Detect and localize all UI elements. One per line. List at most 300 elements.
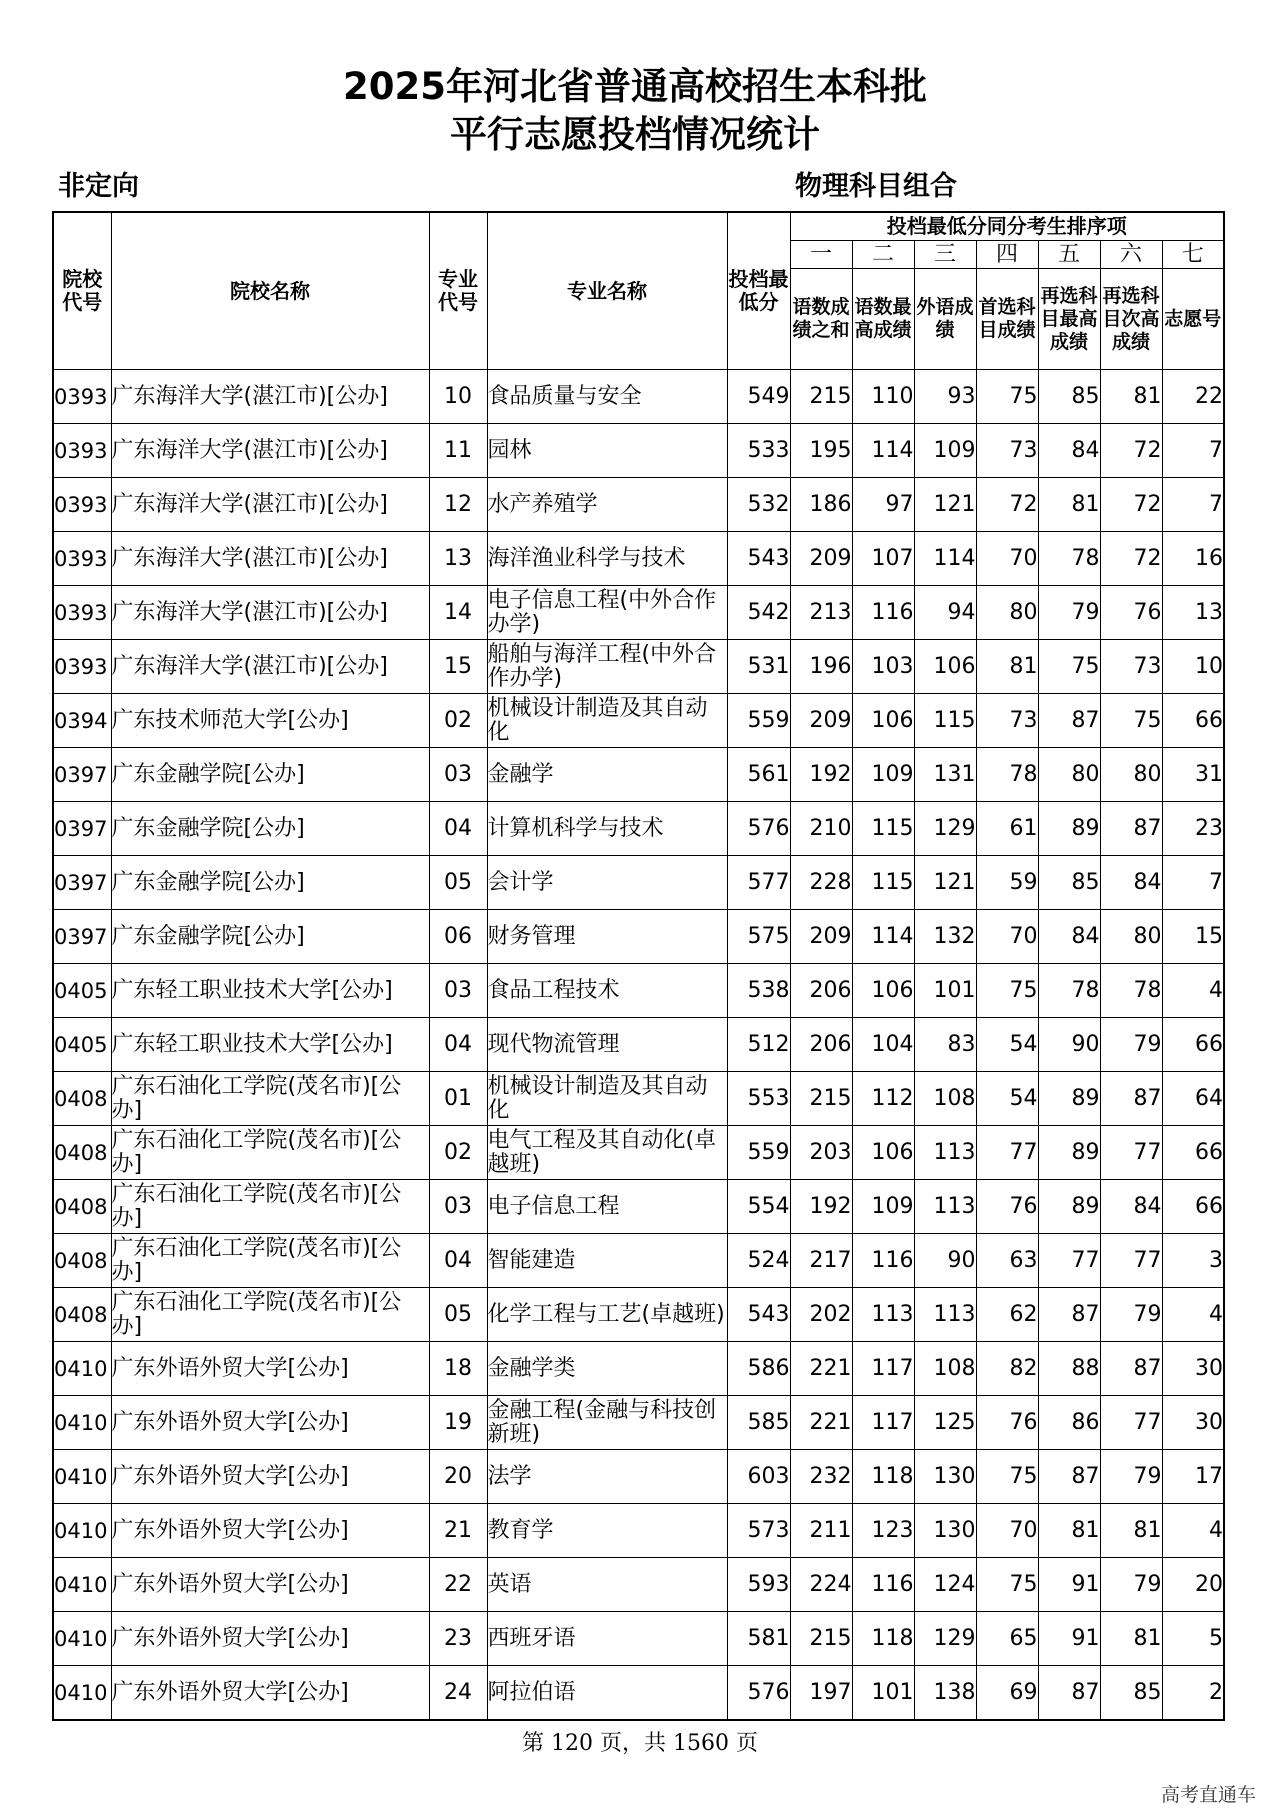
plan-type-label: 非定向 — [58, 171, 139, 202]
chinese-math-max-cell: 97 — [852, 478, 914, 532]
preference-number-cell: 4 — [1162, 1504, 1224, 1558]
table-row — [53, 1612, 1224, 1666]
min-score-cell: 603 — [727, 1450, 790, 1504]
elective-second-cell: 79 — [1100, 1558, 1162, 1612]
major-code-cell: 15 — [429, 640, 487, 694]
foreign-language-cell: 90 — [914, 1234, 976, 1288]
elective-highest-cell: 84 — [1038, 424, 1100, 478]
preference-number-cell: 2 — [1162, 1666, 1224, 1721]
school-name-cell: 广东轻工职业技术大学[公办] — [111, 964, 429, 1018]
foreign-language-cell: 129 — [914, 1612, 976, 1666]
first-subject-cell: 75 — [976, 370, 1038, 424]
chinese-math-max-cell: 116 — [852, 1234, 914, 1288]
major-code-cell: 11 — [429, 424, 487, 478]
major-code-cell: 02 — [429, 694, 487, 748]
watermark: 高考直通车 — [1160, 1784, 1256, 1806]
elective-highest-cell: 78 — [1038, 532, 1100, 586]
school-name-cell: 广东海洋大学(湛江市)[公办] — [111, 370, 429, 424]
header-num-1: 一 — [790, 241, 852, 269]
major-name-cell: 金融工程(金融与科技创新班) — [487, 1396, 727, 1450]
table-row — [53, 1504, 1224, 1558]
school-name-cell: 广东轻工职业技术大学[公办] — [111, 1018, 429, 1072]
elective-second-cell: 87 — [1100, 1342, 1162, 1396]
major-name-cell: 英语 — [487, 1558, 727, 1612]
foreign-language-cell: 109 — [914, 424, 976, 478]
chinese-math-max-cell: 116 — [852, 586, 914, 640]
elective-second-cell: 87 — [1100, 802, 1162, 856]
min-score-cell: 559 — [727, 1126, 790, 1180]
school-code-cell: 0408 — [53, 1126, 111, 1180]
first-subject-cell: 63 — [976, 1234, 1038, 1288]
min-score-cell: 593 — [727, 1558, 790, 1612]
preference-number-cell: 23 — [1162, 802, 1224, 856]
table-row — [53, 1072, 1224, 1126]
table-row — [53, 1558, 1224, 1612]
school-code-cell: 0393 — [53, 424, 111, 478]
school-name-cell: 广东石油化工学院(茂名市)[公办] — [111, 1288, 429, 1342]
elective-second-cell: 80 — [1100, 748, 1162, 802]
first-subject-cell: 75 — [976, 964, 1038, 1018]
major-code-cell: 22 — [429, 1558, 487, 1612]
page-number: 第 120 页，共 1560 页 — [522, 1731, 758, 1756]
major-name-cell: 财务管理 — [487, 910, 727, 964]
major-code-cell: 05 — [429, 856, 487, 910]
major-code-cell: 04 — [429, 802, 487, 856]
school-name-cell: 广东海洋大学(湛江市)[公办] — [111, 640, 429, 694]
school-name-cell: 广东外语外贸大学[公办] — [111, 1504, 429, 1558]
chinese-math-max-cell: 116 — [852, 1558, 914, 1612]
first-subject-cell: 78 — [976, 748, 1038, 802]
school-name-cell: 广东金融学院[公办] — [111, 856, 429, 910]
chinese-math-sum-cell: 215 — [790, 1072, 852, 1126]
school-code-cell: 0393 — [53, 586, 111, 640]
major-name-cell: 食品质量与安全 — [487, 370, 727, 424]
preference-number-cell: 7 — [1162, 856, 1224, 910]
major-code-cell: 21 — [429, 1504, 487, 1558]
foreign-language-cell: 114 — [914, 532, 976, 586]
chinese-math-max-cell: 115 — [852, 856, 914, 910]
table-row — [53, 370, 1224, 424]
major-code-cell: 10 — [429, 370, 487, 424]
elective-second-cell: 72 — [1100, 478, 1162, 532]
min-score-cell: 576 — [727, 802, 790, 856]
chinese-math-max-cell: 110 — [852, 370, 914, 424]
min-score-cell: 576 — [727, 1666, 790, 1721]
school-name-cell: 广东海洋大学(湛江市)[公办] — [111, 424, 429, 478]
header-first-subject: 首选科目成绩 — [976, 269, 1038, 370]
major-name-cell: 教育学 — [487, 1504, 727, 1558]
chinese-math-sum-cell: 224 — [790, 1558, 852, 1612]
foreign-language-cell: 108 — [914, 1072, 976, 1126]
chinese-math-sum-cell: 221 — [790, 1342, 852, 1396]
elective-second-cell: 79 — [1100, 1018, 1162, 1072]
chinese-math-max-cell: 117 — [852, 1342, 914, 1396]
chinese-math-max-cell: 107 — [852, 532, 914, 586]
header-chinese-math-max: 语数最高成绩 — [852, 269, 914, 370]
min-score-cell: 561 — [727, 748, 790, 802]
school-code-cell: 0405 — [53, 1018, 111, 1072]
header-num-3: 三 — [914, 241, 976, 269]
major-name-cell: 电子信息工程 — [487, 1180, 727, 1234]
school-name-cell: 广东石油化工学院(茂名市)[公办] — [111, 1126, 429, 1180]
foreign-language-cell: 132 — [914, 910, 976, 964]
table-row — [53, 1018, 1224, 1072]
major-name-cell: 电子信息工程(中外合作办学) — [487, 586, 727, 640]
elective-highest-cell: 80 — [1038, 748, 1100, 802]
chinese-math-sum-cell: 196 — [790, 640, 852, 694]
first-subject-cell: 72 — [976, 478, 1038, 532]
foreign-language-cell: 93 — [914, 370, 976, 424]
school-name-cell: 广东外语外贸大学[公办] — [111, 1396, 429, 1450]
school-name-cell: 广东外语外贸大学[公办] — [111, 1666, 429, 1721]
chinese-math-sum-cell: 232 — [790, 1450, 852, 1504]
preference-number-cell: 4 — [1162, 1288, 1224, 1342]
major-code-cell: 23 — [429, 1612, 487, 1666]
foreign-language-cell: 94 — [914, 586, 976, 640]
chinese-math-sum-cell: 228 — [790, 856, 852, 910]
first-subject-cell: 65 — [976, 1612, 1038, 1666]
major-code-cell: 19 — [429, 1396, 487, 1450]
table-row — [53, 586, 1224, 640]
first-subject-cell: 77 — [976, 1126, 1038, 1180]
elective-second-cell: 79 — [1100, 1450, 1162, 1504]
min-score-cell: 512 — [727, 1018, 790, 1072]
header-major-name: 专业名称 — [487, 212, 727, 370]
table-row — [53, 856, 1224, 910]
school-code-cell: 0410 — [53, 1450, 111, 1504]
header-major-code: 专业代号 — [429, 212, 487, 370]
table-row — [53, 910, 1224, 964]
chinese-math-max-cell: 103 — [852, 640, 914, 694]
preference-number-cell: 10 — [1162, 640, 1224, 694]
chinese-math-sum-cell: 215 — [790, 370, 852, 424]
header-school-name: 院校名称 — [111, 212, 429, 370]
major-name-cell: 海洋渔业科学与技术 — [487, 532, 727, 586]
school-name-cell: 广东技术师范大学[公办] — [111, 694, 429, 748]
preference-number-cell: 17 — [1162, 1450, 1224, 1504]
first-subject-cell: 75 — [976, 1558, 1038, 1612]
foreign-language-cell: 131 — [914, 748, 976, 802]
school-code-cell: 0408 — [53, 1072, 111, 1126]
header-num-6: 六 — [1100, 241, 1162, 269]
elective-highest-cell: 85 — [1038, 370, 1100, 424]
major-name-cell: 电气工程及其自动化(卓越班) — [487, 1126, 727, 1180]
major-name-cell: 会计学 — [487, 856, 727, 910]
foreign-language-cell: 113 — [914, 1180, 976, 1234]
table-row — [53, 1342, 1224, 1396]
chinese-math-max-cell: 113 — [852, 1288, 914, 1342]
elective-highest-cell: 89 — [1038, 1126, 1100, 1180]
preference-number-cell: 30 — [1162, 1396, 1224, 1450]
preference-number-cell: 66 — [1162, 1180, 1224, 1234]
min-score-cell: 549 — [727, 370, 790, 424]
first-subject-cell: 73 — [976, 694, 1038, 748]
chinese-math-sum-cell: 210 — [790, 802, 852, 856]
foreign-language-cell: 113 — [914, 1288, 976, 1342]
major-code-cell: 04 — [429, 1018, 487, 1072]
table-row — [53, 802, 1224, 856]
chinese-math-max-cell: 117 — [852, 1396, 914, 1450]
major-name-cell: 计算机科学与技术 — [487, 802, 727, 856]
school-code-cell: 0397 — [53, 802, 111, 856]
table-row — [53, 478, 1224, 532]
chinese-math-sum-cell: 209 — [790, 910, 852, 964]
major-code-cell: 06 — [429, 910, 487, 964]
chinese-math-max-cell: 109 — [852, 1180, 914, 1234]
first-subject-cell: 76 — [976, 1396, 1038, 1450]
preference-number-cell: 66 — [1162, 694, 1224, 748]
chinese-math-sum-cell: 202 — [790, 1288, 852, 1342]
school-name-cell: 广东金融学院[公办] — [111, 910, 429, 964]
elective-highest-cell: 86 — [1038, 1396, 1100, 1450]
elective-highest-cell: 87 — [1038, 1666, 1100, 1721]
header-elective-second: 再选科目次高成绩 — [1100, 269, 1162, 370]
foreign-language-cell: 130 — [914, 1504, 976, 1558]
preference-number-cell: 66 — [1162, 1018, 1224, 1072]
elective-highest-cell: 90 — [1038, 1018, 1100, 1072]
elective-highest-cell: 89 — [1038, 1180, 1100, 1234]
chinese-math-sum-cell: 221 — [790, 1396, 852, 1450]
elective-second-cell: 72 — [1100, 424, 1162, 478]
major-name-cell: 智能建造 — [487, 1234, 727, 1288]
foreign-language-cell: 125 — [914, 1396, 976, 1450]
school-name-cell: 广东海洋大学(湛江市)[公办] — [111, 532, 429, 586]
foreign-language-cell: 129 — [914, 802, 976, 856]
chinese-math-max-cell: 118 — [852, 1612, 914, 1666]
school-code-cell: 0408 — [53, 1288, 111, 1342]
first-subject-cell: 61 — [976, 802, 1038, 856]
elective-second-cell: 84 — [1100, 1180, 1162, 1234]
elective-highest-cell: 75 — [1038, 640, 1100, 694]
table-row — [53, 1126, 1224, 1180]
school-code-cell: 0410 — [53, 1612, 111, 1666]
min-score-cell: 543 — [727, 1288, 790, 1342]
elective-second-cell: 80 — [1100, 910, 1162, 964]
chinese-math-max-cell: 101 — [852, 1666, 914, 1721]
school-code-cell: 0397 — [53, 910, 111, 964]
chinese-math-sum-cell: 211 — [790, 1504, 852, 1558]
elective-highest-cell: 84 — [1038, 910, 1100, 964]
chinese-math-max-cell: 106 — [852, 964, 914, 1018]
elective-highest-cell: 81 — [1038, 478, 1100, 532]
major-code-cell: 03 — [429, 1180, 487, 1234]
table-row — [53, 1288, 1224, 1342]
table-row — [53, 1396, 1224, 1450]
chinese-math-max-cell: 123 — [852, 1504, 914, 1558]
school-code-cell: 0408 — [53, 1180, 111, 1234]
school-code-cell: 0397 — [53, 748, 111, 802]
header-foreign-language: 外语成绩 — [914, 269, 976, 370]
min-score-cell: 581 — [727, 1612, 790, 1666]
major-name-cell: 园林 — [487, 424, 727, 478]
chinese-math-sum-cell: 192 — [790, 1180, 852, 1234]
chinese-math-sum-cell: 213 — [790, 586, 852, 640]
elective-highest-cell: 87 — [1038, 1288, 1100, 1342]
chinese-math-sum-cell: 195 — [790, 424, 852, 478]
preference-number-cell: 7 — [1162, 424, 1224, 478]
elective-highest-cell: 91 — [1038, 1558, 1100, 1612]
chinese-math-max-cell: 112 — [852, 1072, 914, 1126]
table-row — [53, 694, 1224, 748]
chinese-math-sum-cell: 186 — [790, 478, 852, 532]
foreign-language-cell: 113 — [914, 1126, 976, 1180]
foreign-language-cell: 83 — [914, 1018, 976, 1072]
major-code-cell: 03 — [429, 964, 487, 1018]
table-body — [53, 370, 1224, 1721]
chinese-math-sum-cell: 192 — [790, 748, 852, 802]
preference-number-cell: 20 — [1162, 1558, 1224, 1612]
major-code-cell: 05 — [429, 1288, 487, 1342]
first-subject-cell: 73 — [976, 424, 1038, 478]
preference-number-cell: 4 — [1162, 964, 1224, 1018]
school-name-cell: 广东石油化工学院(茂名市)[公办] — [111, 1072, 429, 1126]
major-code-cell: 20 — [429, 1450, 487, 1504]
table-row — [53, 1666, 1224, 1721]
table-row — [53, 964, 1224, 1018]
header-num-2: 二 — [852, 241, 914, 269]
min-score-cell: 586 — [727, 1342, 790, 1396]
elective-second-cell: 77 — [1100, 1396, 1162, 1450]
major-name-cell: 现代物流管理 — [487, 1018, 727, 1072]
major-name-cell: 化学工程与工艺(卓越班) — [487, 1288, 727, 1342]
min-score-cell: 524 — [727, 1234, 790, 1288]
school-name-cell: 广东金融学院[公办] — [111, 802, 429, 856]
admission-table — [52, 211, 1225, 1721]
min-score-cell: 559 — [727, 694, 790, 748]
first-subject-cell: 81 — [976, 640, 1038, 694]
elective-second-cell: 75 — [1100, 694, 1162, 748]
major-code-cell: 14 — [429, 586, 487, 640]
min-score-cell: 538 — [727, 964, 790, 1018]
major-name-cell: 金融学类 — [487, 1342, 727, 1396]
elective-second-cell: 81 — [1100, 370, 1162, 424]
table-row — [53, 1234, 1224, 1288]
school-code-cell: 0410 — [53, 1342, 111, 1396]
school-code-cell: 0408 — [53, 1234, 111, 1288]
major-name-cell: 法学 — [487, 1450, 727, 1504]
elective-second-cell: 81 — [1100, 1612, 1162, 1666]
elective-highest-cell: 88 — [1038, 1342, 1100, 1396]
elective-highest-cell: 79 — [1038, 586, 1100, 640]
first-subject-cell: 70 — [976, 1504, 1038, 1558]
chinese-math-max-cell: 115 — [852, 802, 914, 856]
school-code-cell: 0393 — [53, 478, 111, 532]
header-num-4: 四 — [976, 241, 1038, 269]
major-code-cell: 24 — [429, 1666, 487, 1721]
chinese-math-max-cell: 104 — [852, 1018, 914, 1072]
table-row — [53, 424, 1224, 478]
school-code-cell: 0397 — [53, 856, 111, 910]
major-code-cell: 18 — [429, 1342, 487, 1396]
school-code-cell: 0394 — [53, 694, 111, 748]
preference-number-cell: 66 — [1162, 1126, 1224, 1180]
school-code-cell: 0393 — [53, 370, 111, 424]
chinese-math-max-cell: 118 — [852, 1450, 914, 1504]
major-name-cell: 西班牙语 — [487, 1612, 727, 1666]
elective-second-cell: 78 — [1100, 964, 1162, 1018]
chinese-math-sum-cell: 215 — [790, 1612, 852, 1666]
header-num-5: 五 — [1038, 241, 1100, 269]
foreign-language-cell: 138 — [914, 1666, 976, 1721]
preference-number-cell: 64 — [1162, 1072, 1224, 1126]
major-name-cell: 水产养殖学 — [487, 478, 727, 532]
elective-highest-cell: 89 — [1038, 802, 1100, 856]
elective-highest-cell: 87 — [1038, 1450, 1100, 1504]
chinese-math-sum-cell: 203 — [790, 1126, 852, 1180]
elective-second-cell: 79 — [1100, 1288, 1162, 1342]
school-name-cell: 广东石油化工学院(茂名市)[公办] — [111, 1234, 429, 1288]
elective-second-cell: 73 — [1100, 640, 1162, 694]
school-name-cell: 广东金融学院[公办] — [111, 748, 429, 802]
elective-highest-cell: 81 — [1038, 1504, 1100, 1558]
table-row — [53, 1450, 1224, 1504]
major-name-cell: 金融学 — [487, 748, 727, 802]
elective-highest-cell: 78 — [1038, 964, 1100, 1018]
school-code-cell: 0410 — [53, 1396, 111, 1450]
page-title-line2: 平行志愿投档情况统计 — [450, 113, 820, 156]
elective-second-cell: 81 — [1100, 1504, 1162, 1558]
chinese-math-sum-cell: 206 — [790, 964, 852, 1018]
elective-second-cell: 84 — [1100, 856, 1162, 910]
elective-second-cell: 85 — [1100, 1666, 1162, 1721]
min-score-cell: 532 — [727, 478, 790, 532]
chinese-math-max-cell: 106 — [852, 1126, 914, 1180]
chinese-math-max-cell: 109 — [852, 748, 914, 802]
elective-highest-cell: 87 — [1038, 694, 1100, 748]
elective-highest-cell: 91 — [1038, 1612, 1100, 1666]
chinese-math-sum-cell: 197 — [790, 1666, 852, 1721]
foreign-language-cell: 121 — [914, 478, 976, 532]
header-tiebreak-group: 投档最低分同分考生排序项 — [790, 212, 1224, 241]
chinese-math-max-cell: 114 — [852, 910, 914, 964]
school-name-cell: 广东外语外贸大学[公办] — [111, 1342, 429, 1396]
elective-second-cell: 72 — [1100, 532, 1162, 586]
school-code-cell: 0393 — [53, 532, 111, 586]
table-row — [53, 640, 1224, 694]
first-subject-cell: 54 — [976, 1072, 1038, 1126]
foreign-language-cell: 115 — [914, 694, 976, 748]
first-subject-cell: 82 — [976, 1342, 1038, 1396]
header-num-7: 七 — [1162, 241, 1224, 269]
preference-number-cell: 30 — [1162, 1342, 1224, 1396]
foreign-language-cell: 130 — [914, 1450, 976, 1504]
school-name-cell: 广东外语外贸大学[公办] — [111, 1558, 429, 1612]
school-name-cell: 广东外语外贸大学[公办] — [111, 1612, 429, 1666]
first-subject-cell: 54 — [976, 1018, 1038, 1072]
table-row — [53, 532, 1224, 586]
min-score-cell: 554 — [727, 1180, 790, 1234]
min-score-cell: 573 — [727, 1504, 790, 1558]
school-name-cell: 广东石油化工学院(茂名市)[公办] — [111, 1180, 429, 1234]
first-subject-cell: 76 — [976, 1180, 1038, 1234]
foreign-language-cell: 124 — [914, 1558, 976, 1612]
major-code-cell: 12 — [429, 478, 487, 532]
table-header — [53, 212, 1224, 370]
chinese-math-sum-cell: 209 — [790, 532, 852, 586]
first-subject-cell: 80 — [976, 586, 1038, 640]
preference-number-cell: 3 — [1162, 1234, 1224, 1288]
subject-combination-label: 物理科目组合 — [795, 171, 957, 202]
school-name-cell: 广东海洋大学(湛江市)[公办] — [111, 478, 429, 532]
elective-second-cell: 77 — [1100, 1234, 1162, 1288]
foreign-language-cell: 121 — [914, 856, 976, 910]
elective-second-cell: 76 — [1100, 586, 1162, 640]
elective-second-cell: 77 — [1100, 1126, 1162, 1180]
header-elective-highest: 再选科目最高成绩 — [1038, 269, 1100, 370]
first-subject-cell: 70 — [976, 532, 1038, 586]
major-code-cell: 04 — [429, 1234, 487, 1288]
chinese-math-sum-cell: 209 — [790, 694, 852, 748]
